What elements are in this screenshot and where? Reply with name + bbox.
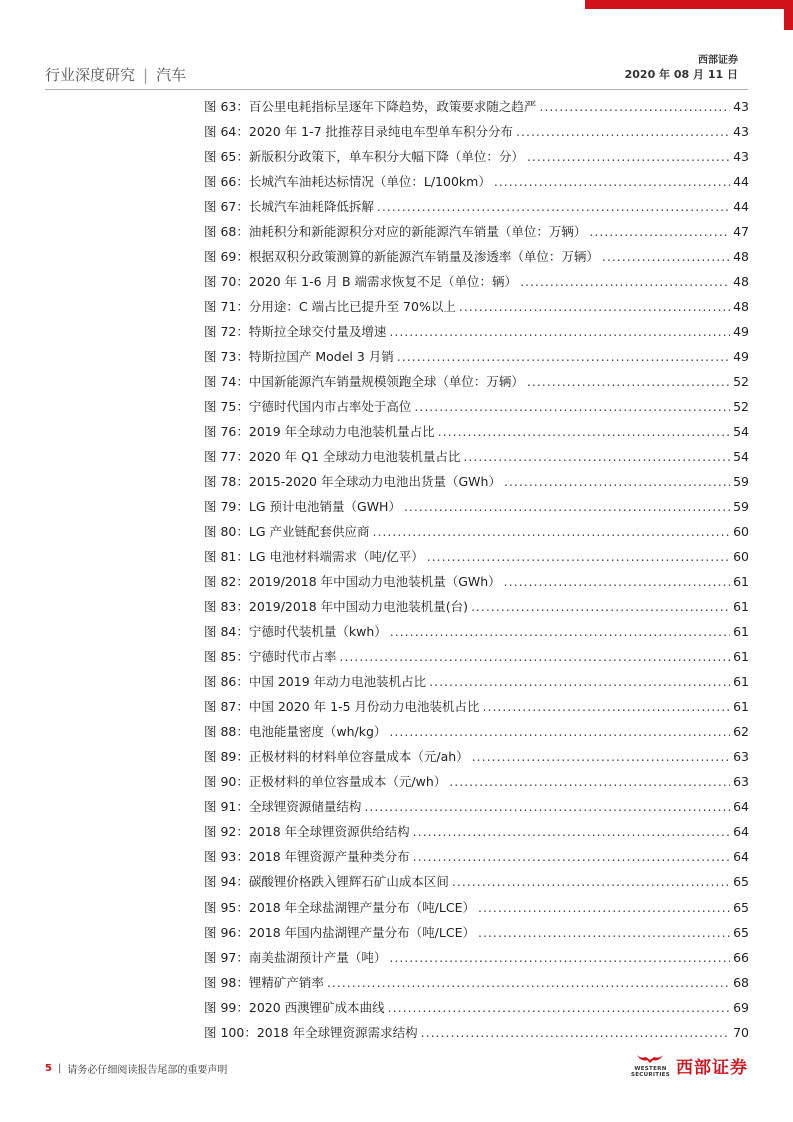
toc-entry[interactable] <box>204 644 749 669</box>
toc-entry[interactable] <box>204 769 749 794</box>
toc-entry-page: 64 <box>733 799 749 815</box>
toc-entry[interactable] <box>204 1020 749 1045</box>
toc-entry-label: 图 99：2020 西澳锂矿成本曲线 <box>204 999 385 1015</box>
toc-dot-leader <box>377 194 730 219</box>
section-separator: | <box>143 66 149 84</box>
toc-dot-leader <box>404 494 730 519</box>
toc-entry-page: 44 <box>733 174 749 190</box>
toc-entry-label: 图 72：特斯拉全球交付量及增速 <box>204 324 387 340</box>
header-brand: 西部证券 <box>698 55 738 66</box>
toc-entry[interactable] <box>204 619 749 644</box>
toc-dot-leader <box>539 94 730 119</box>
toc-dot-leader <box>527 369 730 394</box>
toc-entry-page: 61 <box>733 624 749 640</box>
toc-entry-page: 54 <box>733 449 749 465</box>
section-title: 行业深度研究 <box>45 66 136 84</box>
logo-mark <box>631 1052 670 1078</box>
toc-entry-label: 图 87：中国 2020 年 1-5 月份动力电池装机占比 <box>204 699 480 715</box>
toc-entry-label: 图 84：宁德时代装机量（kwh） <box>204 624 387 640</box>
toc-entry-page: 61 <box>733 649 749 665</box>
toc-entry-page: 44 <box>733 199 749 215</box>
toc-entry-label: 图 86：中国 2019 年动力电池装机占比 <box>204 674 427 690</box>
toc-dot-leader <box>364 794 730 819</box>
toc-dot-leader <box>427 544 730 569</box>
toc-entry-page: 48 <box>733 249 749 265</box>
page-number: 5 <box>45 1063 52 1074</box>
toc-dot-leader <box>520 269 730 294</box>
toc-entry[interactable] <box>204 94 749 119</box>
toc-entry[interactable] <box>204 369 749 394</box>
toc-entry-page: 61 <box>733 699 749 715</box>
toc-entry-label: 图 76：2019 年全球动力电池装机量占比 <box>204 424 435 440</box>
toc-entry-label: 图 95：2018 年全球盐湖锂产量分布（吨/LCE） <box>204 899 475 915</box>
industry-title: 汽车 <box>156 66 187 84</box>
toc-entry-label: 图 63：百公里电耗指标呈逐年下降趋势，政策要求随之趋严 <box>204 99 537 114</box>
footer-disclaimer: 请务必仔细阅读报告尾部的重要声明 <box>67 1065 228 1076</box>
toc-entry-label: 图 96：2018 年国内盐湖锂产量分布（吨/LCE） <box>204 924 475 940</box>
toc-entry[interactable] <box>204 419 749 444</box>
toc-entry-page: 61 <box>733 599 749 615</box>
toc-dot-leader <box>388 995 730 1020</box>
toc-entry-label: 图 75：宁德时代国内市占率处于高位 <box>204 399 412 415</box>
toc-entry-page: 61 <box>733 574 749 590</box>
toc-entry-label: 图 82：2019/2018 年中国动力电池装机量（GWh） <box>204 574 501 590</box>
toc-dot-leader <box>327 970 730 995</box>
toc-entry-label: 图 97：南美盐湖预计产量（吨） <box>204 949 387 965</box>
toc-entry-page: 64 <box>733 824 749 840</box>
toc-entry-page: 69 <box>733 999 749 1015</box>
report-date: 2020 年 08 月 11 日 <box>624 68 738 81</box>
toc-entry-label: 图 100：2018 年全球锂资源需求结构 <box>204 1024 418 1040</box>
toc-entry[interactable] <box>204 494 749 519</box>
toc-dot-leader <box>389 719 730 744</box>
toc-entry[interactable] <box>204 794 749 819</box>
toc-entry-page: 65 <box>733 924 749 940</box>
toc-entry-label: 图 71：分用途：C 端占比已提升至 70%以上 <box>204 299 456 315</box>
toc-dot-leader <box>413 844 730 869</box>
toc-dot-leader <box>471 594 730 619</box>
toc-entry[interactable] <box>204 995 749 1020</box>
toc-entry-page: 59 <box>733 474 749 490</box>
toc-entry-page: 52 <box>733 399 749 415</box>
toc-dot-leader <box>389 319 730 344</box>
toc-entry-page: 62 <box>733 724 749 740</box>
toc-entry[interactable] <box>204 269 749 294</box>
toc-entry-label: 图 93：2018 年锂资源产量种类分布 <box>204 849 410 865</box>
toc-entry-label: 图 69：根据双积分政策测算的新能源汽车销量及渗透率（单位：万辆） <box>204 249 599 265</box>
toc-entry[interactable] <box>204 744 749 769</box>
toc-dot-leader <box>602 244 730 269</box>
toc-entry-page: 60 <box>733 524 749 540</box>
toc-entry-label: 图 73：特斯拉国产 Model 3 月销 <box>204 349 394 365</box>
toc-entry-page: 66 <box>733 949 749 965</box>
toc-entry-page: 68 <box>733 974 749 990</box>
toc-entry-page: 49 <box>733 324 749 340</box>
toc-entry-label: 图 65：新版积分政策下，单车积分大幅下降（单位：分） <box>204 149 524 165</box>
toc-entry-label: 图 77：2020 年 Q1 全球动力电池装机量占比 <box>204 449 461 465</box>
toc-entry[interactable] <box>204 219 749 244</box>
toc-entry[interactable] <box>204 819 749 844</box>
toc-entry[interactable] <box>204 895 749 920</box>
toc-entry-label: 图 98：锂精矿产销率 <box>204 974 324 990</box>
logo-english-line2: SECURITIES <box>630 1072 670 1078</box>
toc-entry-page: 43 <box>733 99 749 114</box>
toc-entry-page: 65 <box>733 899 749 915</box>
toc-dot-leader <box>421 1020 730 1045</box>
toc-dot-leader <box>438 419 730 444</box>
toc-entry[interactable] <box>204 869 749 894</box>
toc-dot-leader <box>373 519 730 544</box>
toc-entry[interactable] <box>204 544 749 569</box>
toc-entry[interactable] <box>204 394 749 419</box>
toc-entry-label: 图 67：长城汽车油耗降低拆解 <box>204 199 374 215</box>
header-divider <box>45 89 748 90</box>
toc-entry-label: 图 88：电池能量密度（wh/kg） <box>204 724 387 740</box>
toc-entry-label: 图 91：全球锂资源储量结构 <box>204 799 362 815</box>
toc-dot-leader <box>459 294 730 319</box>
toc-entry[interactable] <box>204 344 749 369</box>
page-footer <box>45 1061 227 1076</box>
toc-entry[interactable] <box>204 194 749 219</box>
toc-dot-leader <box>339 644 730 669</box>
toc-entry[interactable] <box>204 694 749 719</box>
toc-entry[interactable] <box>204 119 749 144</box>
toc-entry[interactable] <box>204 669 749 694</box>
toc-entry-label: 图 70：2020 年 1-6 月 B 端需求恢复不足（单位：辆） <box>204 274 518 290</box>
toc-entry-label: 图 90：正极材料的单位容量成本（元/wh） <box>204 774 447 790</box>
toc-dot-leader <box>413 819 730 844</box>
toc-entry-page: 65 <box>733 874 749 890</box>
toc-dot-leader <box>429 669 730 694</box>
toc-entry[interactable] <box>204 594 749 619</box>
toc-dot-leader <box>397 344 730 369</box>
toc-entry-label: 图 79：LG 预计电池销量（GWH） <box>204 499 401 515</box>
toc-dot-leader <box>414 394 730 419</box>
toc-entry-label: 图 74：中国新能源汽车销量规模领跑全球（单位：万辆） <box>204 374 524 390</box>
toc-entry-label: 图 80：LG 产业链配套供应商 <box>204 524 370 540</box>
toc-dot-leader <box>449 769 730 794</box>
toc-entry[interactable] <box>204 169 749 194</box>
toc-dot-leader <box>472 744 730 769</box>
toc-entry-label: 图 94：碳酸锂价格跌入锂辉石矿山成本区间 <box>204 874 449 890</box>
toc-entry-label: 图 81：LG 电池材料端需求（吨/亿平） <box>204 549 424 565</box>
toc-entry-page: 43 <box>733 124 749 140</box>
logo-english-line1: WESTERN <box>634 1066 667 1072</box>
toc-dot-leader <box>504 569 730 594</box>
toc-entry[interactable] <box>204 945 749 970</box>
bull-horns-icon <box>635 1052 665 1066</box>
toc-entry[interactable] <box>204 844 749 869</box>
toc-entry-label: 图 89：正极材料的材料单位容量成本（元/ah） <box>204 749 469 765</box>
toc-entry-label: 图 92：2018 年全球锂资源供给结构 <box>204 824 410 840</box>
toc-entry-page: 64 <box>733 849 749 865</box>
toc-dot-leader <box>463 444 730 469</box>
toc-entry[interactable] <box>204 144 749 169</box>
toc-entry[interactable] <box>204 319 749 344</box>
toc-entry-page: 52 <box>733 374 749 390</box>
toc-entry-page: 61 <box>733 674 749 690</box>
toc-dot-leader <box>494 169 730 194</box>
toc-entry-page: 47 <box>733 224 749 240</box>
toc-entry-page: 59 <box>733 499 749 515</box>
toc-dot-leader <box>389 945 730 970</box>
toc-entry-label: 图 78：2015-2020 年全球动力电池出货量（GWh） <box>204 474 501 490</box>
toc-entry-page: 49 <box>733 349 749 365</box>
toc-dot-leader <box>452 869 730 894</box>
figure-table-of-contents <box>204 94 749 1045</box>
toc-entry-page: 54 <box>733 424 749 440</box>
toc-entry-label: 图 64：2020 年 1-7 批推荐目录纯电车型单车积分分布 <box>204 124 514 140</box>
toc-entry[interactable] <box>204 719 749 744</box>
toc-entry[interactable] <box>204 569 749 594</box>
toc-dot-leader <box>516 119 730 144</box>
toc-entry[interactable] <box>204 244 749 269</box>
toc-entry-label: 图 68：油耗积分和新能源积分对应的新能源汽车销量（单位：万辆） <box>204 224 587 240</box>
toc-dot-leader <box>504 469 730 494</box>
header-accent-bar <box>585 0 793 9</box>
toc-entry-page: 63 <box>733 749 749 765</box>
toc-entry-page: 48 <box>733 274 749 290</box>
toc-entry[interactable] <box>204 294 749 319</box>
toc-dot-leader <box>478 895 730 920</box>
toc-entry[interactable] <box>204 469 749 494</box>
brand-logo <box>631 1052 748 1078</box>
toc-entry-page: 48 <box>733 299 749 315</box>
logo-chinese-name: 西部证券 <box>676 1057 748 1078</box>
toc-entry-label: 图 85：宁德时代市占率 <box>204 649 337 665</box>
toc-entry[interactable] <box>204 519 749 544</box>
toc-entry-page: 63 <box>733 774 749 790</box>
toc-entry-label: 图 66：长城汽车油耗达标情况（单位：L/100km） <box>204 174 491 190</box>
toc-dot-leader <box>527 144 730 169</box>
toc-entry[interactable] <box>204 920 749 945</box>
toc-entry-page: 60 <box>733 549 749 565</box>
toc-dot-leader <box>589 219 730 244</box>
section-label <box>45 64 186 85</box>
toc-entry[interactable] <box>204 444 749 469</box>
toc-dot-leader <box>390 619 730 644</box>
toc-entry-page: 70 <box>733 1024 749 1040</box>
toc-dot-leader <box>483 694 730 719</box>
toc-entry-page: 43 <box>733 149 749 165</box>
footer-separator: | <box>57 1063 62 1074</box>
toc-dot-leader <box>478 920 730 945</box>
toc-entry-label: 图 83：2019/2018 年中国动力电池装机量(台) <box>204 599 468 615</box>
toc-entry[interactable] <box>204 970 749 995</box>
